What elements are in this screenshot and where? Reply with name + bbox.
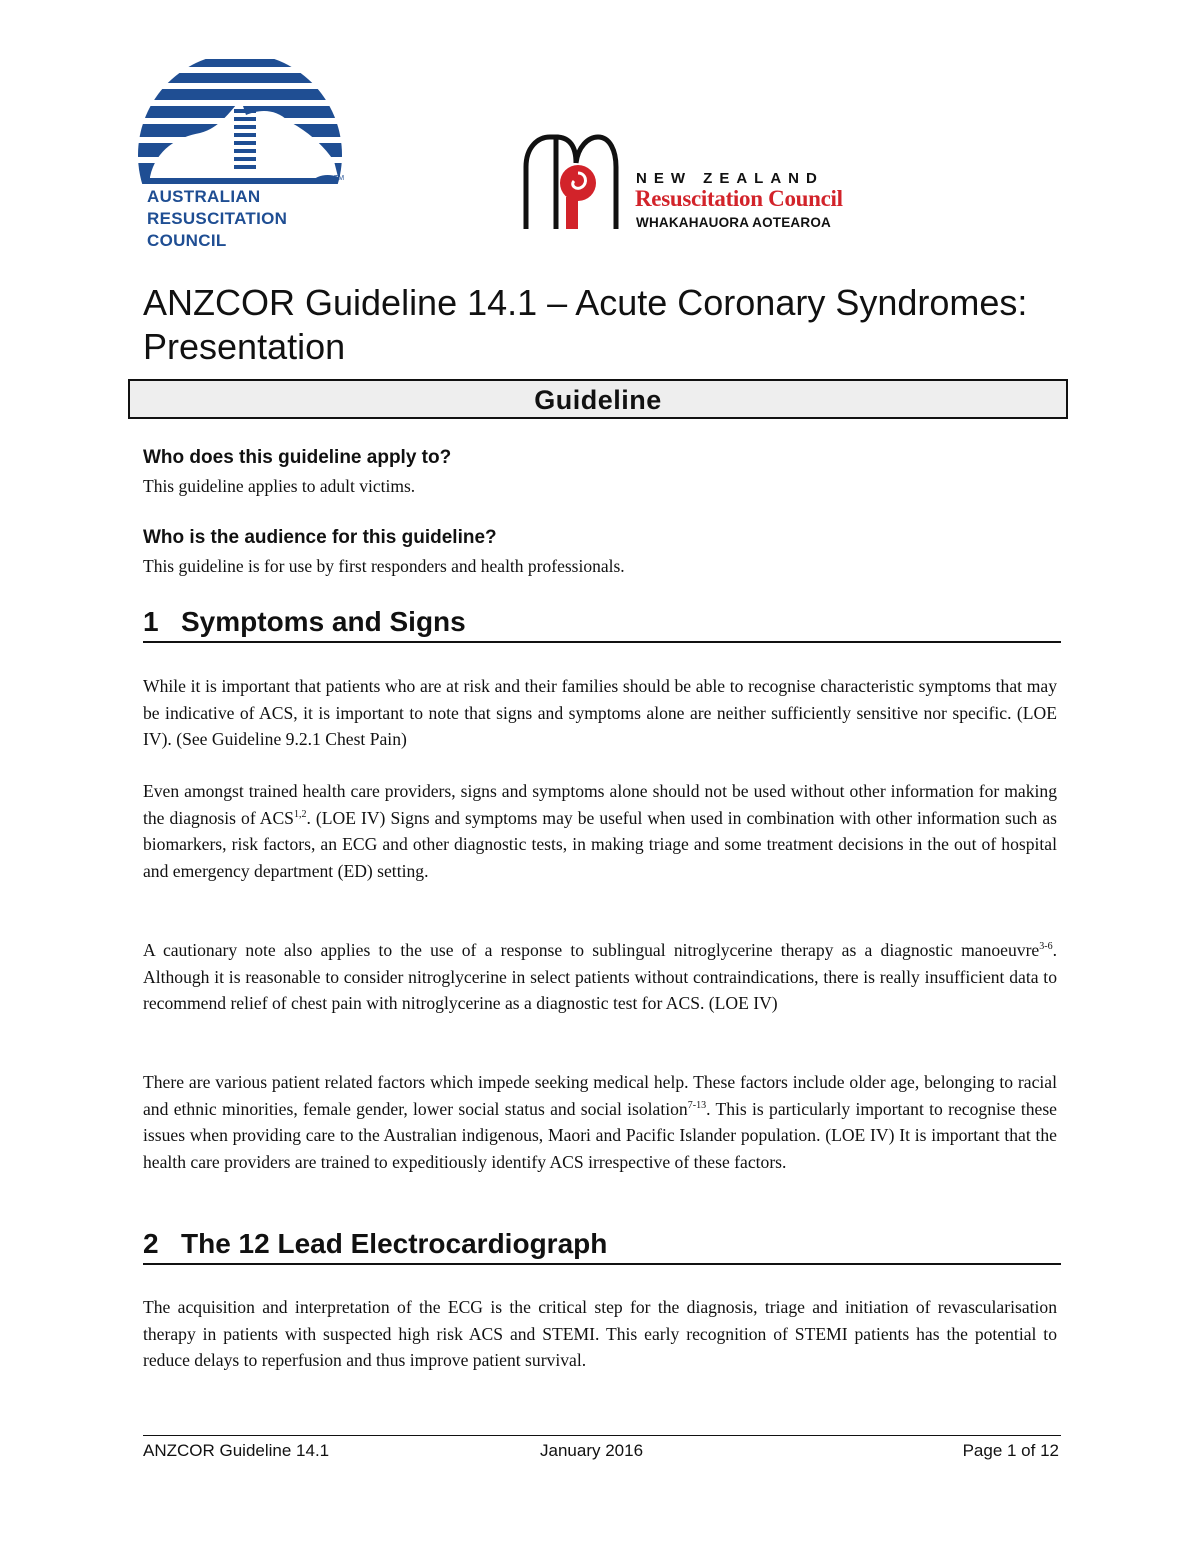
paragraph xyxy=(143,937,1057,1017)
paragraph: While it is important that patients who are at risk and their families should be able to recognise characteristic symptoms that may be indicative of ACS, it is important to note that signs and symptoms alone are neither sufficiently sensitive nor specific. (LOE IV). (See Guideline 9.2.1 Chest Pain) xyxy=(143,676,1057,749)
citation: 7-13 xyxy=(687,1099,707,1111)
qa-question: Who does this guideline apply to? xyxy=(143,447,452,468)
paragraph-text: . (LOE IV) Signs and symptoms may be useful when used in combination with other information such as biomarkers, risk factors, an ECG and other diagnostic tests, in making triage and some treatment decisions in the out of hospital and emergency department (ED) setting. xyxy=(143,807,1057,881)
footer-divider xyxy=(143,1435,1061,1436)
section-number: 2 xyxy=(143,1228,159,1259)
guideline-banner: Guideline xyxy=(128,379,1068,419)
nz-logo-line1: NEW ZEALAND xyxy=(636,170,824,187)
arc-logo-line: AUSTRALIAN xyxy=(147,187,261,206)
document-title: ANZCOR Guideline 14.1 – Acute Coronary Syndromes: Presentation xyxy=(143,282,1028,367)
footer-left: ANZCOR Guideline 14.1 xyxy=(143,1441,330,1460)
citation: 3-6 xyxy=(1039,941,1053,953)
arc-logo-text xyxy=(147,186,287,252)
paragraph-text: A cautionary note also applies to the use of a response to sublingual nitroglycerine therapy as a diagnostic manoeuvre xyxy=(143,940,1040,960)
paragraph-text: Even amongst trained health care providers, signs and symptoms alone should not be used without other information for making the diagnosis of ACS xyxy=(143,781,1057,828)
section-title: Symptoms and Signs xyxy=(181,606,466,637)
qa-answer: This guideline is for use by first responders and health professionals. xyxy=(143,556,625,576)
paragraph: The acquisition and interpretation of the ECG is the critical step for the diagnosis, triage and initiation of revascularisation therapy in patients with suspected high risk ACS and STEMI. This early recognition of STEMI patients has the potential to reduce delays to reperfusion and thus improve patient survival. xyxy=(143,1297,1057,1370)
paragraph-text: . Although it is reasonable to consider nitroglycerine in select patients without contraindications, there is really insufficient data to recommend relief of chest pain with nitroglycerine as a diagnostic test for ACS. (LOE IV) xyxy=(143,940,1057,1013)
citation: 1,2 xyxy=(293,808,307,820)
paragraph-text: . This is particularly important to recognise these issues when providing care to the Australian indigenous, Maori and Pacific Islander population. (LOE IV) It is important that the health care providers are trained to expeditiously identify ACS irrespective of these factors. xyxy=(143,1098,1057,1172)
section-heading xyxy=(143,605,1061,643)
arc-logo-line: COUNCIL xyxy=(147,231,227,250)
svg-text:TM: TM xyxy=(334,175,345,182)
paragraph-text: There are various patient related factors which impede seeking medical help. These factors include older age, belonging to racial and ethnic minorities, female gender, lower social status and social isolation xyxy=(143,1072,1057,1119)
page-number: Page 1 of 12 xyxy=(962,1441,1059,1460)
nz-logo-line3: WHAKAHAUORA AOTEAROA xyxy=(636,215,831,230)
nz-logo-line2: Resuscitation Council xyxy=(635,186,843,211)
footer-date: January 2016 xyxy=(540,1441,644,1460)
qa-answer: This guideline applies to adult victims. xyxy=(143,476,416,496)
arc-logo-line: RESUSCITATION xyxy=(147,209,288,228)
section-title: The 12 Lead Electrocardiograph xyxy=(181,1228,608,1259)
qa-question: Who is the audience for this guideline? xyxy=(143,527,497,548)
section-heading xyxy=(143,1227,1061,1265)
paragraph xyxy=(143,778,1057,884)
paragraph xyxy=(143,1069,1057,1175)
nz-resuscitation-council-logo xyxy=(520,133,620,233)
section-number: 1 xyxy=(143,606,159,637)
